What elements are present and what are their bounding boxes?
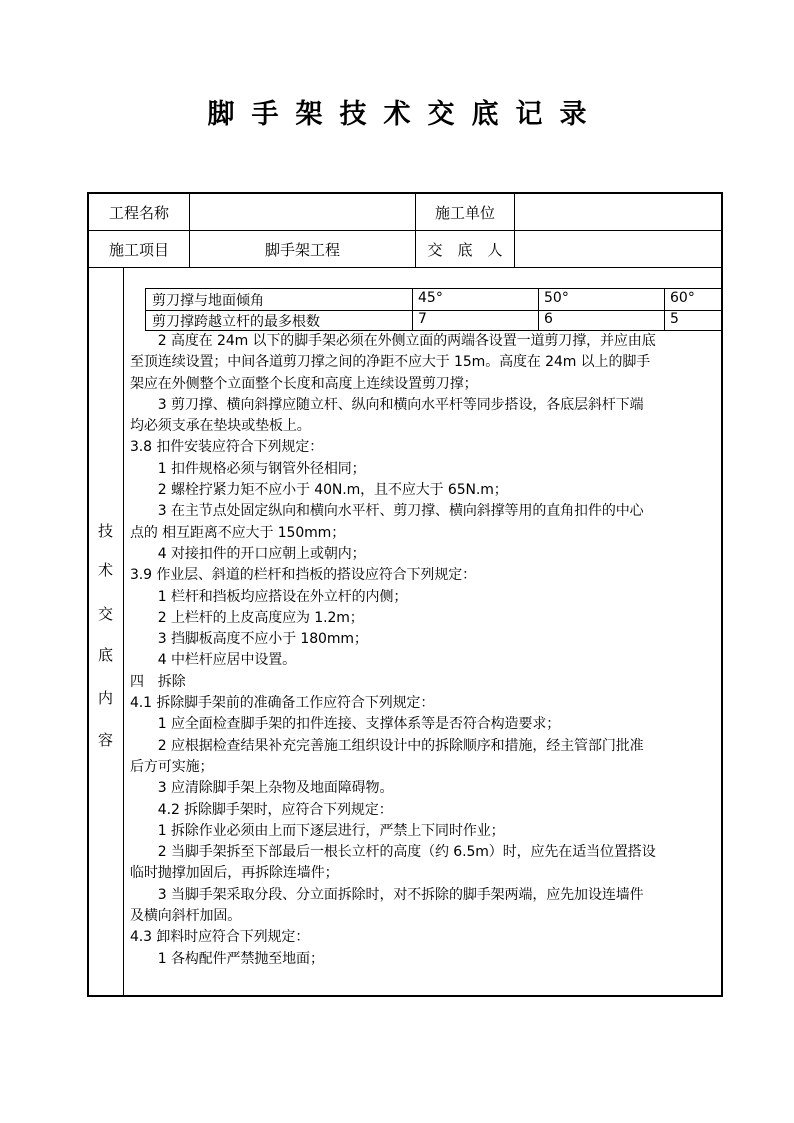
content-line: 3.9 作业层、斜道的栏杆和挡板的搭设应符合下列规定： — [130, 567, 477, 584]
content-line: 3 剪刀撑、横向斜撑应随立杆、纵向和横向水平杆等同步搭设，各底层斜杆下端 — [130, 396, 644, 413]
col-divider — [664, 288, 665, 330]
side-label-char: 交 — [97, 605, 113, 623]
table-cell: 剪刀撑与地面倾角 — [152, 293, 264, 309]
side-label-char: 底 — [97, 646, 113, 664]
content-line: 4.3 卸料时应符合下列规定： — [130, 929, 310, 946]
construction-unit-value[interactable] — [515, 194, 721, 230]
table-cell: 50° — [544, 290, 569, 306]
project-name-value[interactable] — [190, 194, 415, 230]
row-divider — [87, 267, 723, 268]
content-line: 3 在主节点处固定纵向和横向水平杆、剪刀撑、横向斜撑等用的直角扣件的中心 — [130, 503, 644, 520]
content-line: 均必须支承在垫块或垫板上。 — [130, 418, 311, 435]
content-line: 3.8 扣件安装应符合下列规定： — [130, 439, 324, 456]
side-label-char: 技 — [97, 522, 113, 540]
content-line: 1 栏杆和挡板均应搭设在外立杆的内侧； — [130, 588, 408, 605]
content-line: 4.1 拆除脚手架前的准确备工作应符合下列规定： — [130, 695, 435, 712]
content-line: 临时抛撑加固后，再拆除连墙件； — [130, 865, 339, 882]
side-label-char: 内 — [97, 689, 113, 707]
content-line: 4 中栏杆应居中设置。 — [130, 652, 297, 669]
col-divider — [538, 288, 539, 330]
content-line: 1 拆除作业必须由上而下逐层进行，严禁上下同时作业； — [130, 822, 505, 839]
col-divider — [145, 288, 146, 330]
content-line: 至顶连续设置；中间各道剪刀撑之间的净距不应大于 15m。高度在 24m 以上的脚手 — [130, 354, 651, 371]
page-title: 脚手架技术交底记录 — [207, 99, 604, 130]
content-line: 2 应根据检查结果补充完善施工组织设计中的拆除顺序和措施，经主管部门批准 — [130, 737, 644, 754]
discloser-value[interactable] — [515, 231, 721, 267]
content-line: 2 高度在 24m 以下的脚手架必须在外侧立面的两端各设置一道剪刀撑，并应由底 — [130, 333, 656, 349]
content-line: 2 上栏杆的上皮高度应为 1.2m； — [130, 609, 364, 626]
content-line: 3 当脚手架采取分段、分立面拆除时，对不拆除的脚手架两端，应先加设连墙件 — [130, 886, 644, 903]
content-line: 1 扣件规格必须与钢管外径相同； — [130, 460, 366, 477]
content-line: 2 当脚手架拆至下部最后一根长立杆的高度（约 6.5m）时，应先在适当位置搭设 — [130, 844, 656, 861]
table-cell: 剪刀撑跨越立杆的最多根数 — [152, 314, 320, 330]
item-value: 脚手架工程 — [264, 240, 340, 259]
row-divider — [145, 288, 723, 289]
construction-unit-label: 施工单位 — [434, 203, 495, 222]
content-line: 2 螺栓拧紧力矩不应小于 40N.m，且不应大于 65N.m； — [130, 482, 508, 499]
col-divider — [412, 288, 413, 330]
table-cell: 7 — [418, 311, 427, 327]
content-line: 架应在外侧整个立面整个长度和高度上连续设置剪刀撑； — [130, 375, 478, 392]
side-label-char: 容 — [97, 731, 113, 749]
table-cell: 5 — [670, 311, 679, 327]
disclosure-content-side-label — [87, 268, 124, 997]
content-line: 1 应全面检查脚手架的扣件连接、支撑体系等是否符合构造要求； — [130, 716, 561, 733]
table-cell: 6 — [544, 311, 553, 327]
content-line: 3 挡脚板高度不应小于 180mm； — [130, 631, 368, 648]
item-label: 施工项目 — [108, 240, 169, 259]
table-cell: 60° — [670, 290, 695, 306]
content-line: 3 应清除脚手架上杂物及地面障碍物。 — [130, 780, 394, 797]
content-line: 后方可实施； — [130, 758, 214, 775]
content-line: 4 对接扣件的开口应朝上或朝内； — [130, 545, 366, 562]
project-name-label: 工程名称 — [108, 203, 169, 222]
content-line: 1 各构配件严禁抛至地面； — [130, 950, 324, 967]
discloser-label: 交 底 人 — [427, 240, 503, 259]
side-label-char: 术 — [97, 561, 113, 579]
content-line: 及横向斜杆加固。 — [130, 908, 242, 925]
content-line: 4.2 拆除脚手架时，应符合下列规定： — [130, 801, 393, 818]
content-line: 四 拆除 — [130, 673, 186, 690]
table-cell: 45° — [418, 290, 443, 306]
content-line: 点的 相互距离不应大于 150mm； — [130, 524, 346, 541]
disclosure-content-text — [130, 331, 720, 970]
